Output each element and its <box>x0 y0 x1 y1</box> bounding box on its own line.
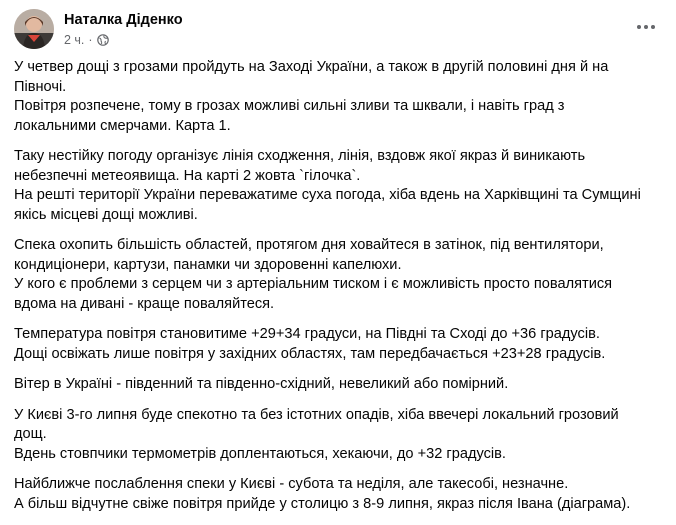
post-text-line: У четвер дощі з грозами пройдуть на Заході України, а також в другій половині дня й на <box>14 59 609 75</box>
post-text-line: Температура повітря становитиме +29+34 градуси, на Півдні та Сході до +36 градусів. <box>14 326 600 342</box>
post-text-line: А більш відчутне свіже повітря прийде у столицю з 8-9 липня, якраз після Івана (діаграма). <box>14 495 631 512</box>
post-paragraph <box>14 147 654 225</box>
post-paragraph <box>14 236 654 314</box>
post-text-line: Найближче послаблення спеки у Києві - субота та неділя, але такесобі, незначне. <box>14 476 569 492</box>
post-text-line: Вітер в Україні - південний та південно-східний, невеликий або помірний. <box>14 376 509 392</box>
post-paragraph <box>14 375 654 395</box>
more-options-icon <box>636 24 656 30</box>
post-text-line: У кого є проблеми з серцем чи з артеріальним тиском і є можливість просто повалятися <box>14 276 613 292</box>
post-paragraph <box>14 325 654 364</box>
post-text-line: дощ. <box>14 426 47 442</box>
post-text-line: кондиціонери, картузи, панамки чи здоровенні капелюхи. <box>14 256 402 273</box>
author-avatar[interactable] <box>14 9 54 49</box>
avatar-photo <box>14 9 54 49</box>
post-paragraph <box>14 58 654 136</box>
post-time[interactable]: 2 ч. <box>64 33 85 47</box>
post-text-line: Дощі освіжать лише повітря у західних областях, там передбачається +23+28 градусів. <box>14 345 606 362</box>
post-paragraph <box>14 475 654 514</box>
post-header <box>14 9 662 53</box>
more-options-button[interactable] <box>630 11 662 43</box>
post-body <box>14 58 654 525</box>
post-text-line: вдома на дивані - краще поваляйтеся. <box>14 295 275 312</box>
post-meta <box>64 33 109 47</box>
post-text-line: локальними смерчами. Карта 1. <box>14 117 231 134</box>
post-text-line: Повітря розпечене, тому в грозах можливі сильні зливи та шквали, і навіть град з <box>14 98 565 114</box>
post-text-line: На решті території України переважатиме суха погода, хіба вдень на Харківщині та Сумщині <box>14 187 641 203</box>
meta-separator: · <box>88 33 93 47</box>
post-text-line: Таку нестійку погоду організує лінія сходження, лінія, вздовж якої якраз й виникають <box>14 148 586 164</box>
post-text-line: небезпечні метеоявища. На карті 2 жовта `гілочка`. <box>14 167 361 184</box>
post-paragraph <box>14 406 654 465</box>
post-text-line: якісь місцеві дощі можливі. <box>14 206 198 223</box>
author-name[interactable]: Наталка Діденко <box>64 12 183 28</box>
post-text-line: Вдень стовпчики термометрів доплентаються, хекаючи, до +32 градусів. <box>14 445 506 462</box>
post-text-line: У Києві 3-го липня буде спекотно та без істотних опадів, хіба ввечері локальний грозовий <box>14 406 619 423</box>
post-text-line: Спека охопить більшість областей, протягом дня ховайтеся в затінок, під вентилятори, <box>14 237 604 253</box>
post-text-line: Півночі. <box>14 78 67 95</box>
globe-icon[interactable] <box>97 34 109 46</box>
